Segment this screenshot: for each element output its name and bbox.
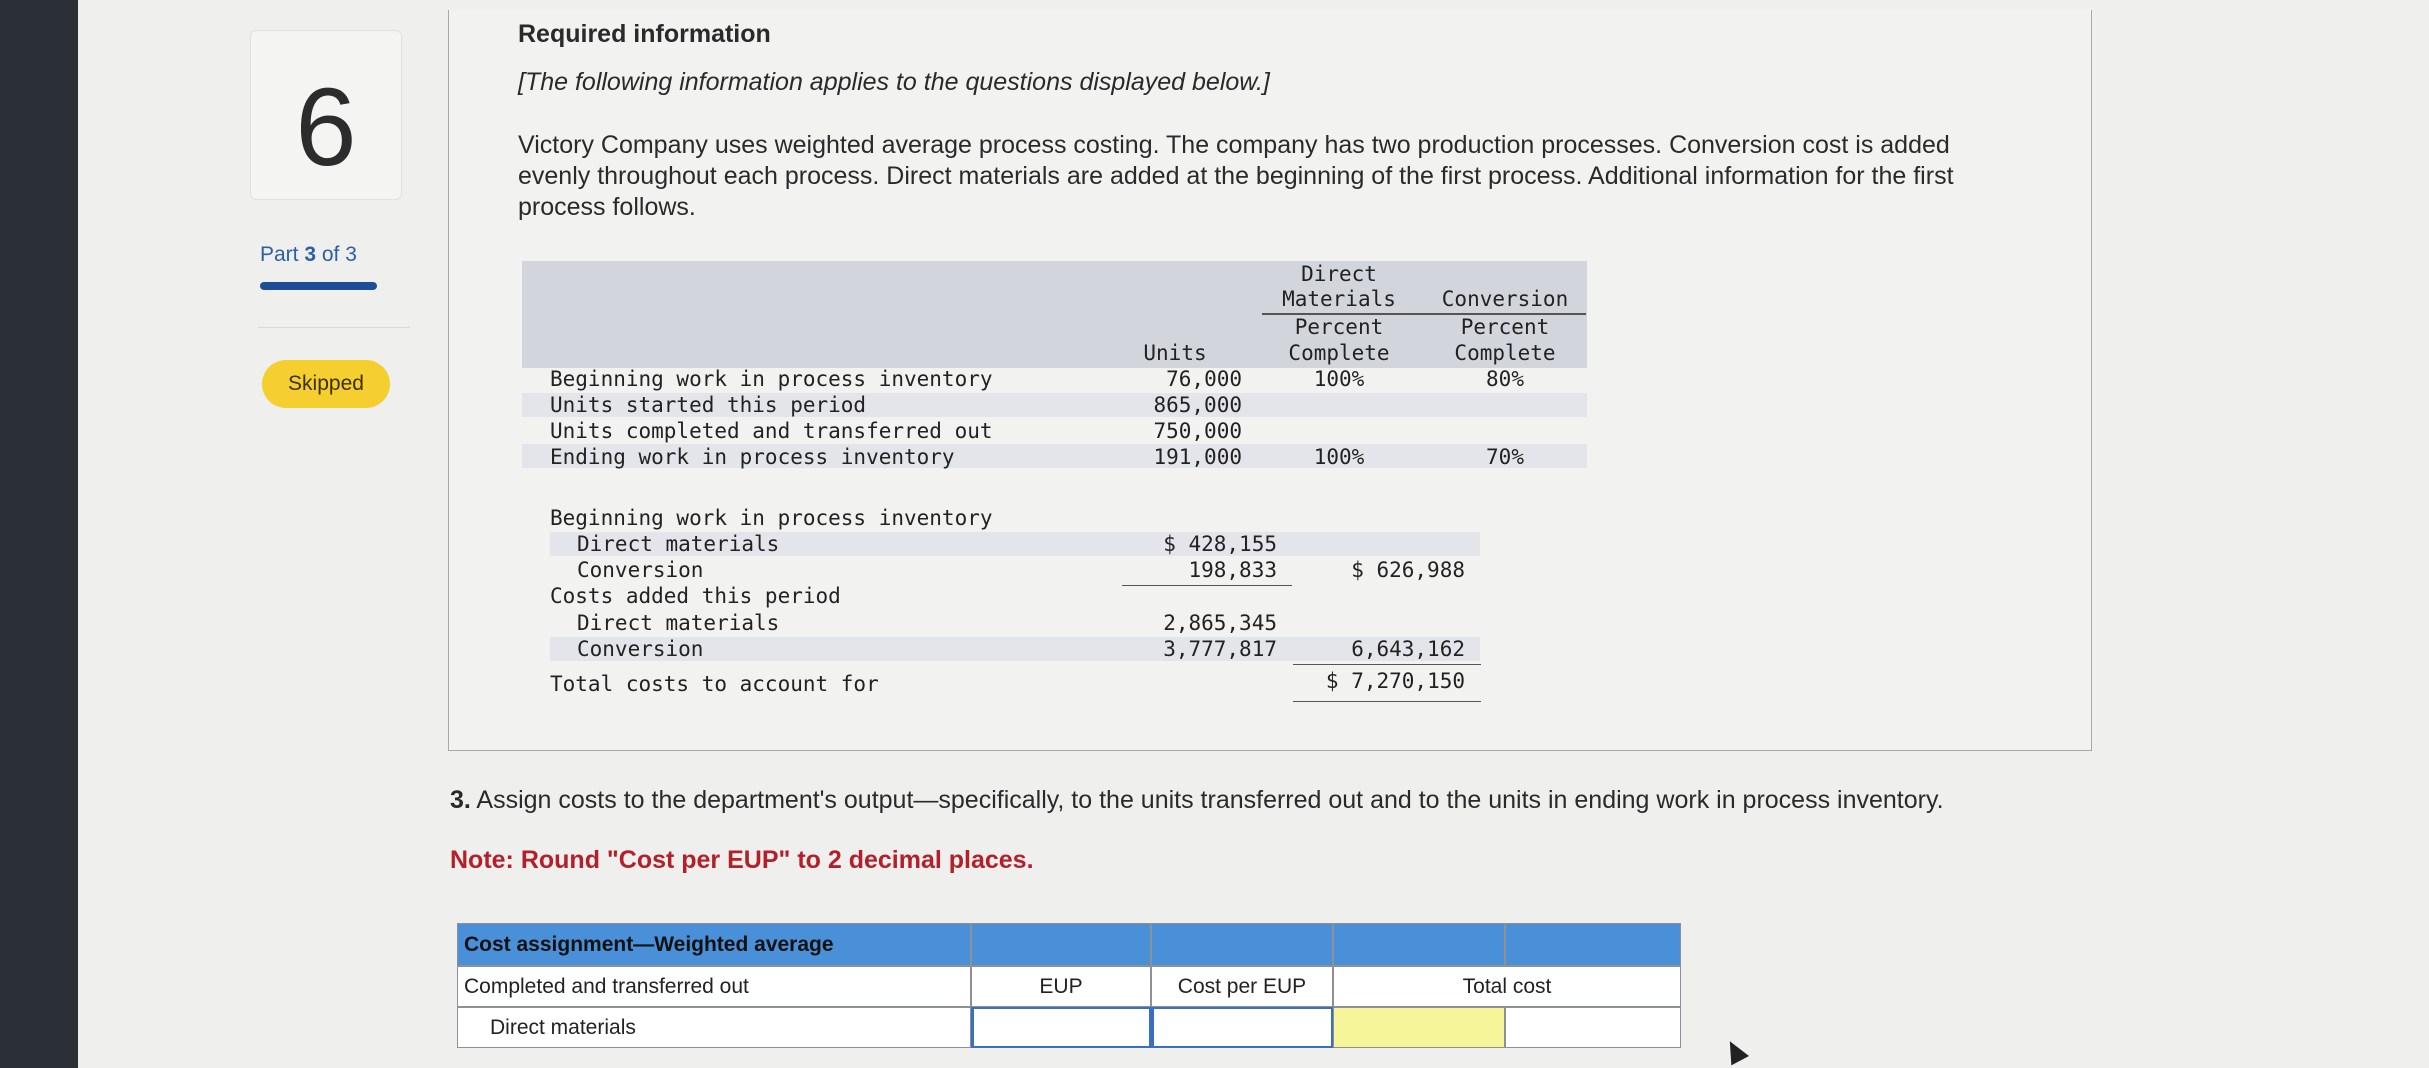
grid-col-cost-per-eup: Cost per EUP <box>1151 966 1333 1007</box>
costs-beg-dm-label: Direct materials <box>577 532 780 556</box>
screen-bezel <box>0 0 78 1068</box>
units-row-units: 76,000 <box>1166 367 1242 391</box>
grid-header-cell <box>1151 923 1333 966</box>
head-direct: Direct <box>1301 262 1377 286</box>
intro-paragraph: Victory Company uses weighted average process costing. The company has two production processes. Conversion cost is added evenly throughout each process. Direct materials are added at the beginning of the first process. Additional information for the first process follows. <box>518 131 1954 221</box>
head-materials: Materials <box>1282 287 1396 311</box>
costs-total-rule <box>1293 701 1481 702</box>
required-info-title: Required information <box>518 20 771 48</box>
units-row-dm: 100% <box>1313 367 1365 391</box>
costs-added-dm-label: Direct materials <box>577 611 780 635</box>
question-number: 6 <box>295 66 357 189</box>
part-total: 3 <box>345 243 357 266</box>
head-conversion: Conversion <box>1441 287 1569 311</box>
costs-added-total: 6,643,162 <box>1351 637 1465 661</box>
units-row-label: Beginning work in process inventory <box>550 367 993 391</box>
costs-beg-dm-value: $ 428,155 <box>1163 532 1277 556</box>
part-prefix: Part <box>260 243 305 266</box>
dm-cost-per-eup-input[interactable] <box>1151 1007 1333 1048</box>
part-current: 3 <box>304 243 317 266</box>
head-units: Units <box>1143 341 1207 365</box>
status-badge: Skipped <box>262 360 390 408</box>
costs-beg-subtotal-rule <box>1122 585 1292 586</box>
costs-added-conv-value: 3,777,817 <box>1163 637 1277 661</box>
units-row-label: Ending work in process inventory <box>550 445 955 469</box>
question-number-label: 3. <box>450 786 471 814</box>
part-indicator <box>260 243 357 267</box>
units-row-conv: 70% <box>1486 445 1524 469</box>
grid-row-completed-label: Completed and transferred out <box>457 966 971 1007</box>
head-dm-complete: Complete <box>1288 341 1390 365</box>
units-row-units: 750,000 <box>1153 419 1242 443</box>
grid-row-dm-label: Direct materials <box>457 1007 971 1048</box>
costs-added-rule <box>1293 664 1481 665</box>
dm-total-cost-cell <box>1333 1007 1505 1048</box>
question-body: Assign costs to the department's output—specifically, to the units transferred out and to the units in ending work in process inventory. <box>470 786 1944 814</box>
costs-total-label: Total costs to account for <box>550 672 879 696</box>
units-row-label: Units started this period <box>550 393 867 417</box>
part-sep: of <box>316 243 346 266</box>
head-conv-percent: Percent <box>1460 315 1550 339</box>
part-progress-bar <box>260 282 377 290</box>
grid-title: Cost assignment—Weighted average <box>457 923 971 966</box>
rail-divider <box>258 327 410 328</box>
costs-beg-label: Beginning work in process inventory <box>550 506 993 530</box>
units-row-conv: 80% <box>1486 367 1524 391</box>
units-row-dm: 100% <box>1313 445 1365 469</box>
rounding-note: Note: Round "Cost per EUP" to 2 decimal places. <box>450 846 1034 874</box>
question-text <box>450 785 2010 816</box>
costs-beg-conv-value: 198,833 <box>1188 558 1277 582</box>
head-dm-percent: Percent <box>1294 315 1384 339</box>
grid-header-cell <box>971 923 1151 966</box>
costs-added-conv-label: Conversion <box>577 637 704 661</box>
grid-header-cell <box>1505 923 1681 966</box>
question-number-card[interactable] <box>250 30 402 200</box>
head-conv-complete: Complete <box>1454 341 1556 365</box>
units-row-units: 865,000 <box>1153 393 1242 417</box>
costs-beg-total: $ 626,988 <box>1351 558 1465 582</box>
dm-eup-input[interactable] <box>971 1007 1151 1048</box>
units-row-label: Units completed and transferred out <box>550 419 993 443</box>
dm-blank-cell <box>1505 1007 1681 1048</box>
units-row-units: 191,000 <box>1153 445 1242 469</box>
grid-header-cell <box>1333 923 1505 966</box>
costs-added-label: Costs added this period <box>550 584 841 608</box>
grid-col-eup: EUP <box>971 966 1151 1007</box>
grid-col-total-cost: Total cost <box>1333 966 1681 1007</box>
costs-beg-conv-label: Conversion <box>577 558 704 582</box>
applies-note: [The following information applies to the questions displayed below.] <box>518 68 1270 96</box>
costs-added-dm-value: 2,865,345 <box>1163 611 1277 635</box>
costs-total-value: $ 7,270,150 <box>1325 669 1465 693</box>
